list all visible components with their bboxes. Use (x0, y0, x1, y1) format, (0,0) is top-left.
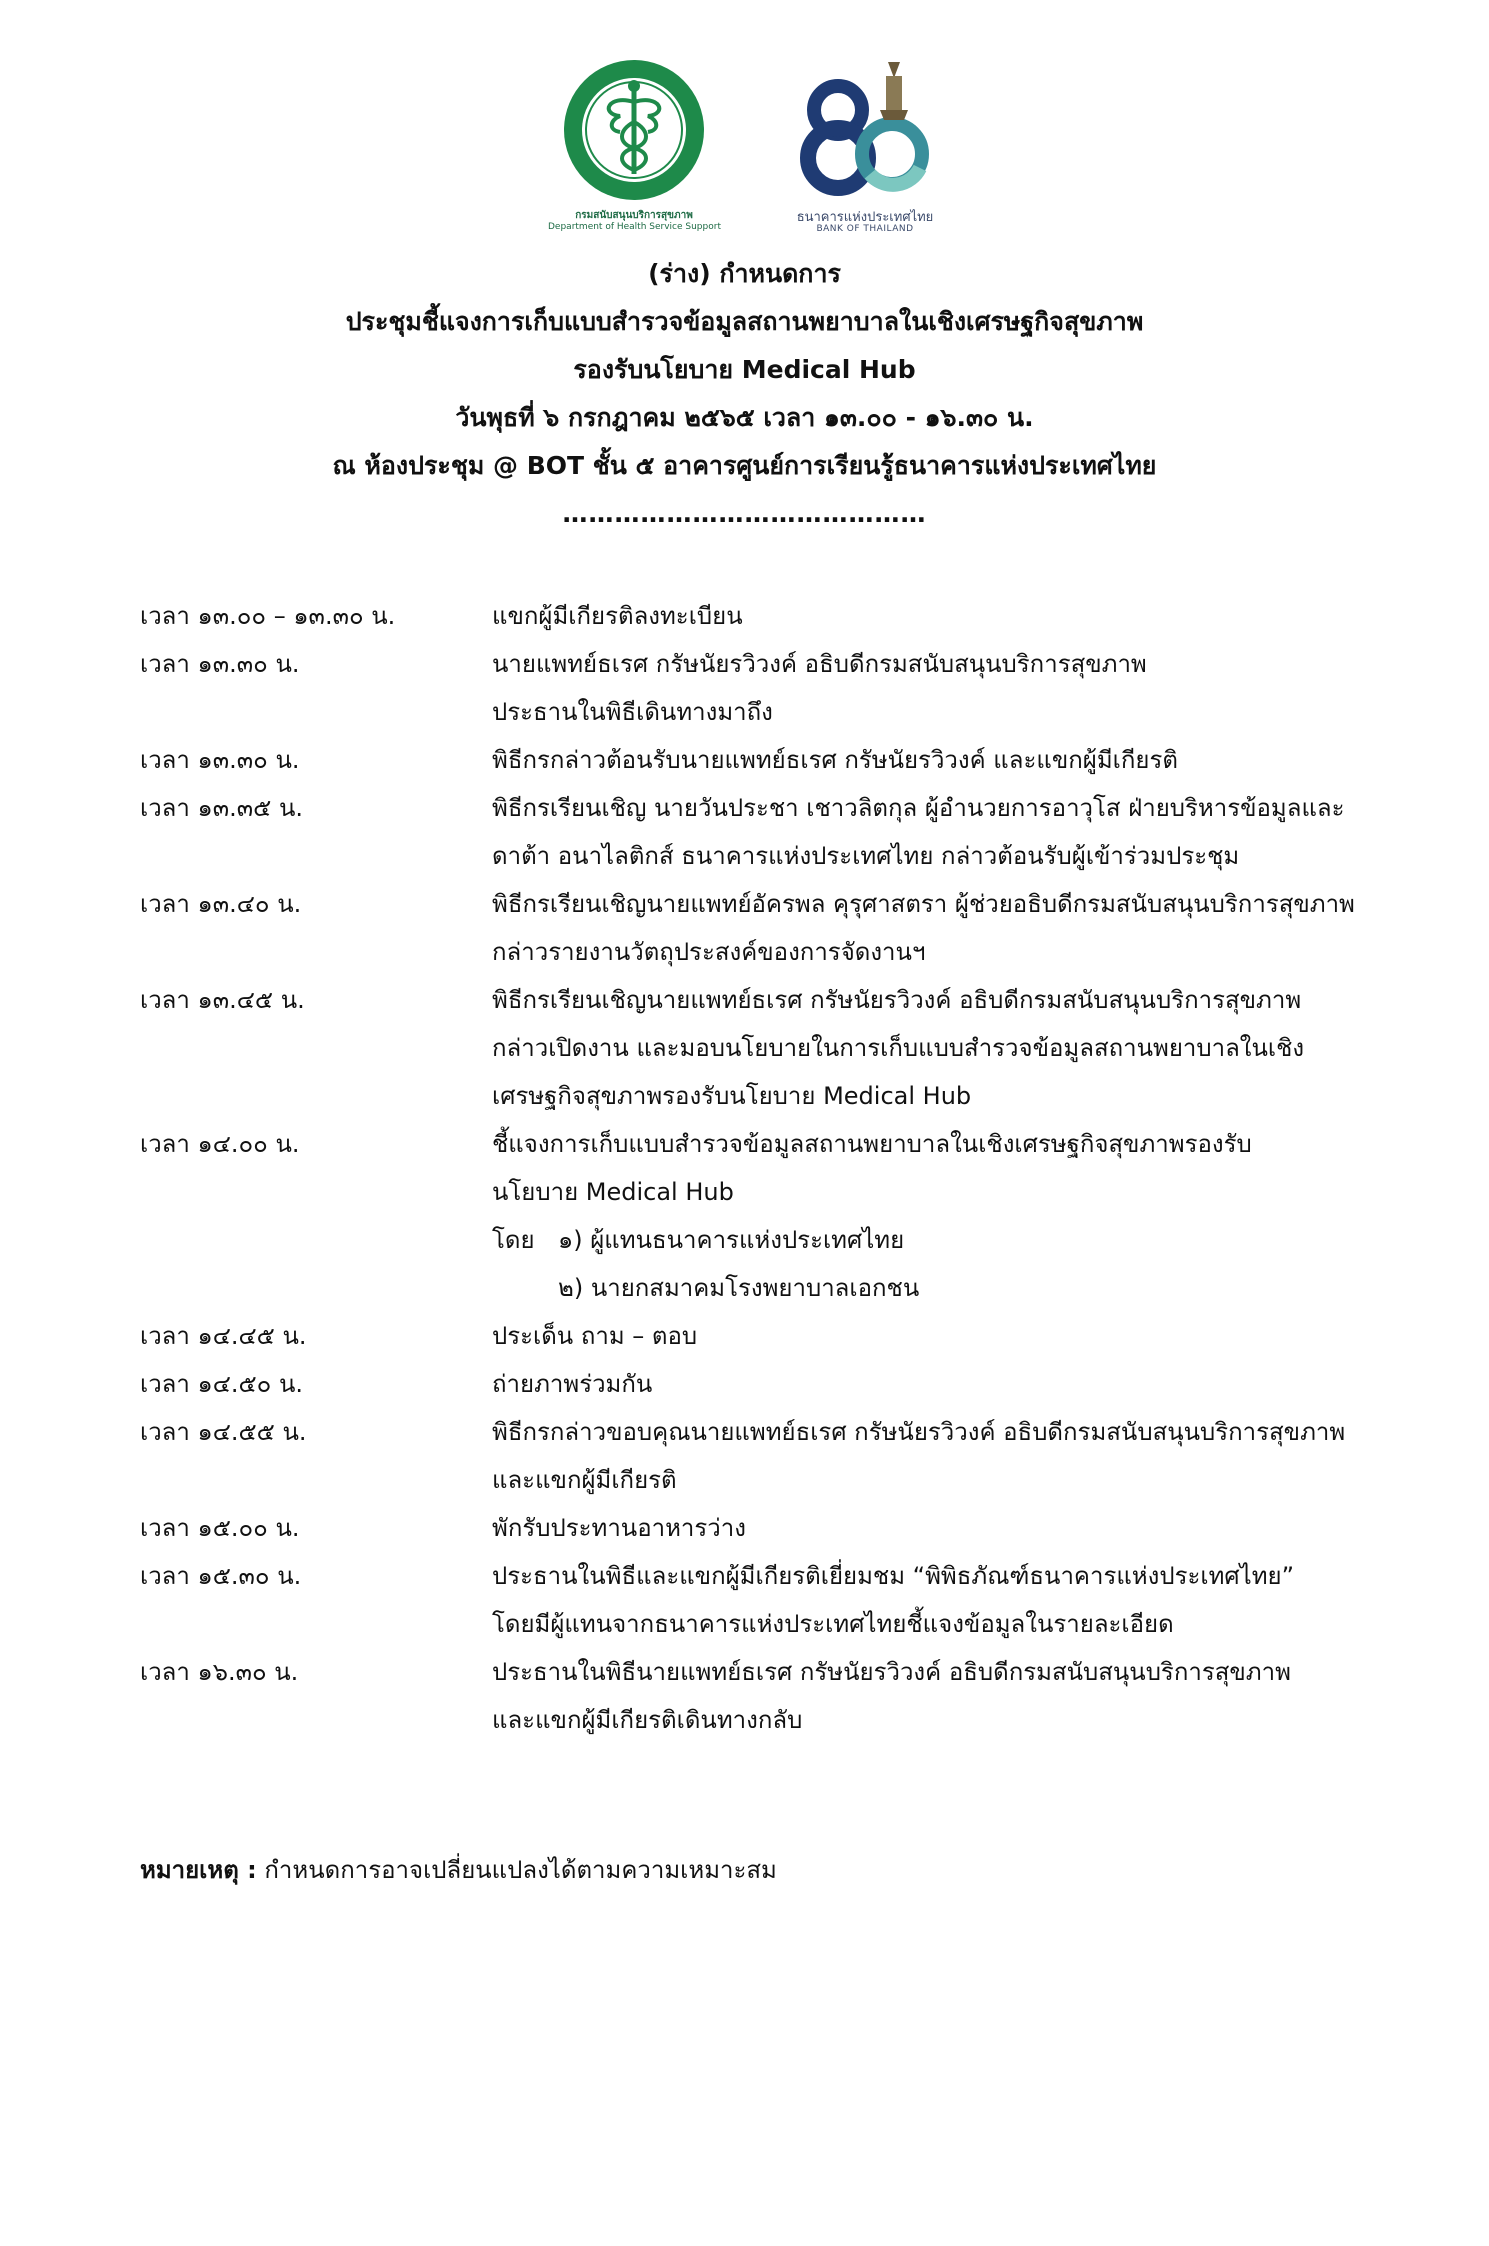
remark-text: กำหนดการอาจเปลี่ยนแปลงได้ตามความเหมาะสม (264, 1856, 777, 1884)
schedule-row (140, 1312, 1380, 1360)
schedule-line: และแขกผู้มีเกียรติ (492, 1466, 677, 1494)
schedule-line: ประเด็น ถาม – ตอบ (492, 1322, 698, 1350)
schedule-line: เศรษฐกิจสุขภาพรองรับนโยบาย Medical Hub (492, 1082, 972, 1110)
schedule-description (492, 1504, 1380, 1552)
schedule-line: พักรับประทานอาหารว่าง (492, 1514, 746, 1542)
schedule-row (140, 640, 1380, 736)
schedule-description (492, 784, 1380, 880)
schedule-line: กล่าวเปิดงาน และมอบนโยบายในการเก็บแบบสำรวจข้อมูลสถานพยาบาลในเชิง (492, 1034, 1305, 1062)
schedule-row (140, 880, 1380, 976)
schedule-line: นโยบาย Medical Hub (492, 1178, 734, 1206)
schedule-row (140, 1408, 1380, 1504)
schedule-description (492, 880, 1380, 976)
schedule-list (140, 592, 1380, 1744)
schedule-description (492, 1552, 1380, 1648)
moph-caption-english: Department of Health Service Support (548, 222, 721, 232)
schedule-time: เวลา ๑๓.๔๕ น. (140, 986, 305, 1014)
schedule-line: ชี้แจงการเก็บแบบสำรวจข้อมูลสถานพยาบาลในเชิงเศรษฐกิจสุขภาพรองรับ (492, 1130, 1252, 1158)
schedule-line: และแขกผู้มีเกียรติเดินทางกลับ (492, 1706, 803, 1734)
schedule-time: เวลา ๑๓.๐๐ – ๑๓.๓๐ น. (140, 602, 396, 630)
schedule-row (140, 1552, 1380, 1648)
schedule-line: นายแพทย์ธเรศ กรัษนัยรวิวงค์ อธิบดีกรมสนับสนุนบริการสุขภาพ (492, 650, 1147, 678)
schedule-row (140, 592, 1380, 640)
schedule-row (140, 976, 1380, 1120)
speaker-label: โดย (492, 1226, 535, 1254)
schedule-line: ดาต้า อนาไลติกส์ ธนาคารแห่งประเทศไทย กล่าวต้อนรับผู้เข้าร่วมประชุม (492, 842, 1240, 870)
schedule-line: พิธีกรกล่าวขอบคุณนายแพทย์ธเรศ กรัษนัยรวิวงค์ อธิบดีกรมสนับสนุนบริการสุขภาพ (492, 1418, 1346, 1446)
speaker-item: ๑) ผู้แทนธนาคารแห่งประเทศไทย (558, 1226, 905, 1254)
schedule-time: เวลา ๑๔.๔๕ น. (140, 1322, 307, 1350)
remark-note (140, 1846, 777, 1894)
schedule-time: เวลา ๑๖.๓๐ น. (140, 1658, 299, 1686)
bot-caption-thai: ธนาคารแห่งประเทศไทย (796, 210, 934, 225)
schedule-description (492, 1312, 1380, 1360)
schedule-line: พิธีกรเรียนเชิญนายแพทย์ธเรศ กรัษนัยรวิวงค์ อธิบดีกรมสนับสนุนบริการสุขภาพ (492, 986, 1302, 1014)
bot-80th-anniversary-icon (780, 58, 950, 204)
schedule-description (492, 1648, 1380, 1744)
schedule-line: พิธีกรเรียนเชิญ นายวันประชา เชาวลิตกุล ผู้อำนวยการอาวุโส ฝ่ายบริหารข้อมูลและ (492, 794, 1345, 822)
schedule-time: เวลา ๑๕.๓๐ น. (140, 1562, 302, 1590)
remark-label: หมายเหตุ : (140, 1856, 257, 1884)
schedule-line: ประธานในพิธีเดินทางมาถึง (492, 698, 773, 726)
moph-logo (548, 58, 720, 238)
schedule-line: พิธีกรเรียนเชิญนายแพทย์อัครพล คุรุศาสตรา ผู้ช่วยอธิบดีกรมสนับสนุนบริการสุขภาพ (492, 890, 1355, 918)
schedule-row (140, 1648, 1380, 1744)
speaker-item: ๒) นายกสมาคมโรงพยาบาลเอกชน (558, 1274, 920, 1302)
schedule-description (492, 736, 1380, 784)
schedule-line: ประธานในพิธีและแขกผู้มีเกียรติเยี่ยมชม “พิพิธภัณฑ์ธนาคารแห่งประเทศไทย” (492, 1562, 1295, 1590)
schedule-time: เวลา ๑๕.๐๐ น. (140, 1514, 300, 1542)
schedule-row (140, 736, 1380, 784)
schedule-time: เวลา ๑๓.๓๕ น. (140, 794, 303, 822)
schedule-description (492, 1120, 1380, 1312)
bot-logo (780, 58, 950, 238)
speaker-line (492, 1216, 1380, 1264)
heading-meeting-name: ประชุมชี้แจงการเก็บแบบสำรวจข้อมูลสถานพยาบาลในเชิงเศรษฐกิจสุขภาพ (345, 307, 1144, 336)
heading-divider-dots: …………………………………… (562, 499, 927, 528)
schedule-line: พิธีกรกล่าวต้อนรับนายแพทย์ธเรศ กรัษนัยรวิวงค์ และแขกผู้มีเกียรติ (492, 746, 1178, 774)
schedule-row (140, 1360, 1380, 1408)
logo-header (0, 58, 1489, 238)
document-heading (200, 250, 1289, 538)
speaker-indent (492, 1264, 558, 1312)
schedule-time: เวลา ๑๓.๓๐ น. (140, 746, 300, 774)
schedule-time: เวลา ๑๔.๐๐ น. (140, 1130, 300, 1158)
schedule-time: เวลา ๑๓.๔๐ น. (140, 890, 302, 918)
schedule-description (492, 1360, 1380, 1408)
schedule-row (140, 1120, 1380, 1312)
bot-caption-english: BANK OF THAILAND (816, 224, 914, 234)
schedule-line: โดยมีผู้แทนจากธนาคารแห่งประเทศไทยชี้แจงข้อมูลในรายละเอียด (492, 1610, 1174, 1638)
schedule-row (140, 784, 1380, 880)
heading-venue: ณ ห้องประชุม @ BOT ชั้น ๕ อาคารศูนย์การเรียนรู้ธนาคารแห่งประเทศไทย (332, 451, 1157, 480)
heading-date-time: วันพุธที่ ๖ กรกฎาคม ๒๕๖๕ เวลา ๑๓.๐๐ - ๑๖.๓๐ น. (455, 403, 1034, 432)
schedule-description (492, 976, 1380, 1120)
moph-caduceus-icon (548, 58, 720, 206)
schedule-line: ถ่ายภาพร่วมกัน (492, 1370, 653, 1398)
schedule-row (140, 1504, 1380, 1552)
schedule-description (492, 1408, 1380, 1504)
speaker-line (492, 1264, 1380, 1312)
heading-title: (ร่าง) กำหนดการ (648, 259, 841, 288)
schedule-description (492, 640, 1380, 736)
moph-caption-thai: กรมสนับสนุนบริการสุขภาพ (575, 210, 693, 221)
schedule-description (492, 592, 1380, 640)
schedule-time: เวลา ๑๔.๕๐ น. (140, 1370, 303, 1398)
schedule-line: กล่าวรายงานวัตถุประสงค์ของการจัดงานฯ (492, 938, 926, 966)
schedule-time: เวลา ๑๔.๕๕ น. (140, 1418, 307, 1446)
schedule-time: เวลา ๑๓.๓๐ น. (140, 650, 300, 678)
schedule-line: ประธานในพิธีนายแพทย์ธเรศ กรัษนัยรวิวงค์ อธิบดีกรมสนับสนุนบริการสุขภาพ (492, 1658, 1291, 1686)
schedule-line: แขกผู้มีเกียรติลงทะเบียน (492, 602, 743, 630)
heading-policy: รองรับนโยบาย Medical Hub (573, 355, 916, 384)
